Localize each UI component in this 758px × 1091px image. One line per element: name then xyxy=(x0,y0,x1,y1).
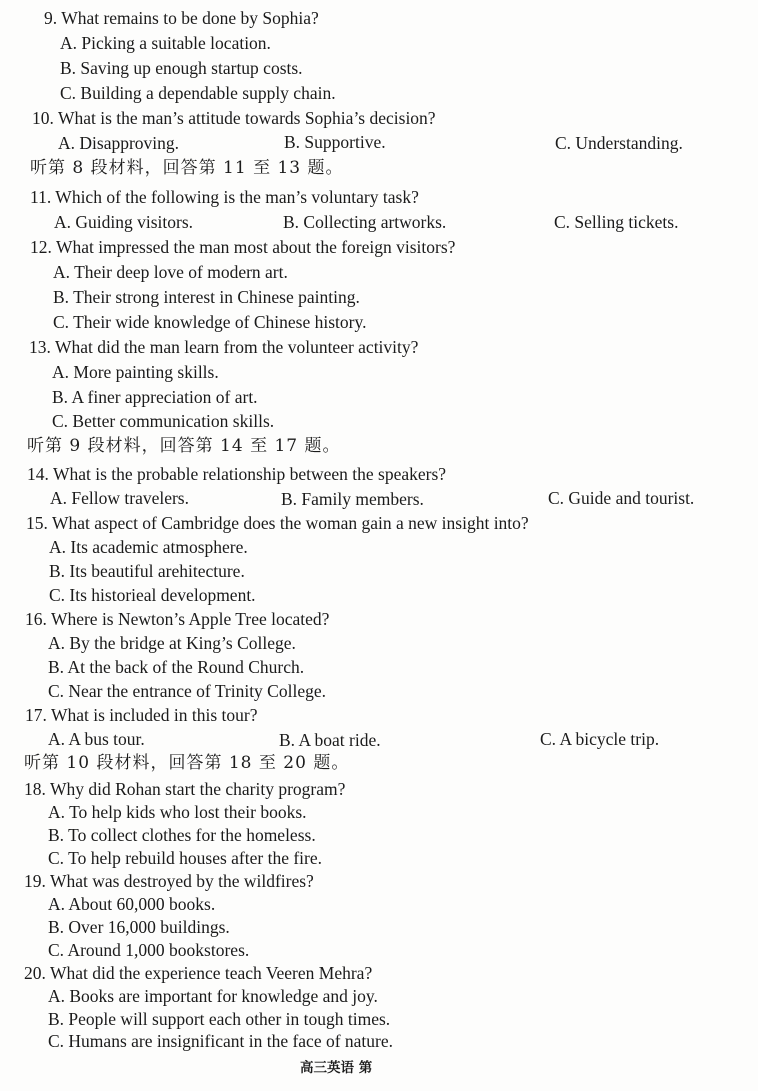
option: C. Selling tickets. xyxy=(554,212,679,232)
question-stem: 20. What did the experience teach Veeren Mehra? xyxy=(24,963,373,983)
option: C. Its historieal development. xyxy=(49,585,256,605)
option: A. To help kids who lost their books. xyxy=(48,802,307,822)
question-stem: 10. What is the man’s attitude towards Sophia’s decision? xyxy=(32,108,436,128)
question-stem: 19. What was destroyed by the wildfires? xyxy=(24,871,314,891)
option: B. Over 16,000 buildings. xyxy=(48,917,230,937)
option: B. A finer appreciation of art. xyxy=(52,387,258,407)
option: A. More painting skills. xyxy=(52,362,219,382)
option: A. Disapproving. xyxy=(58,133,180,153)
option: B. To collect clothes for the homeless. xyxy=(48,825,316,845)
option: A. Books are important for knowledge and joy. xyxy=(48,986,378,1006)
question-stem: 17. What is included in this tour? xyxy=(25,705,258,725)
option: A. Fellow travelers. xyxy=(50,488,189,508)
option: A. Guiding visitors. xyxy=(54,212,194,232)
option: B. Supportive. xyxy=(284,132,386,152)
option: B. Collecting artworks. xyxy=(283,212,447,232)
option: A. Picking a suitable location. xyxy=(60,33,271,53)
question-stem: 11. Which of the following is the man’s voluntary task? xyxy=(30,187,419,207)
option: C. Their wide knowledge of Chinese history. xyxy=(53,312,367,332)
question-stem: 9. What remains to be done by Sophia? xyxy=(44,8,319,28)
page-footer: 高三英语 第 xyxy=(300,1060,373,1076)
option: C. Understanding. xyxy=(555,133,683,153)
option: B. At the back of the Round Church. xyxy=(48,657,305,677)
section-header: 听第 9 段材料，回答第 14 至 17 题。 xyxy=(27,436,341,456)
option: A. A bus tour. xyxy=(48,729,145,749)
option: C. Near the entrance of Trinity College. xyxy=(48,681,326,701)
option: C. Around 1,000 bookstores. xyxy=(48,940,250,960)
option: A. Its academic atmosphere. xyxy=(49,537,248,557)
option: B. A boat ride. xyxy=(279,730,381,750)
question-stem: 18. Why did Rohan start the charity program? xyxy=(24,779,346,799)
question-stem: 14. What is the probable relationship between the speakers? xyxy=(27,464,447,484)
question-stem: 13. What did the man learn from the volunteer activity? xyxy=(29,337,419,357)
section-header: 听第 10 段材料，回答第 18 至 20 题。 xyxy=(24,753,350,773)
option: B. Family members. xyxy=(281,489,424,509)
option: A. By the bridge at King’s College. xyxy=(48,633,296,653)
section-header: 听第 8 段材料，回答第 11 至 13 题。 xyxy=(30,158,344,178)
option: B. People will support each other in tough times. xyxy=(48,1009,391,1029)
option: C. Humans are insignificant in the face of nature. xyxy=(48,1031,394,1051)
option: C. To help rebuild houses after the fire. xyxy=(48,848,323,868)
option: B. Its beautiful arehitecture. xyxy=(49,561,245,581)
question-stem: 15. What aspect of Cambridge does the woman gain a new insight into? xyxy=(26,513,529,533)
option: B. Saving up enough startup costs. xyxy=(60,58,303,78)
option: C. Building a dependable supply chain. xyxy=(60,83,336,103)
option: B. Their strong interest in Chinese painting. xyxy=(53,287,360,307)
option: C. Better communication skills. xyxy=(52,411,275,431)
question-stem: 16. Where is Newton’s Apple Tree located? xyxy=(25,609,330,629)
question-stem: 12. What impressed the man most about the foreign visitors? xyxy=(30,237,456,257)
option: C. A bicycle trip. xyxy=(540,729,660,749)
option: A. About 60,000 books. xyxy=(48,894,216,914)
option: C. Guide and tourist. xyxy=(548,488,695,508)
option: A. Their deep love of modern art. xyxy=(53,262,288,282)
